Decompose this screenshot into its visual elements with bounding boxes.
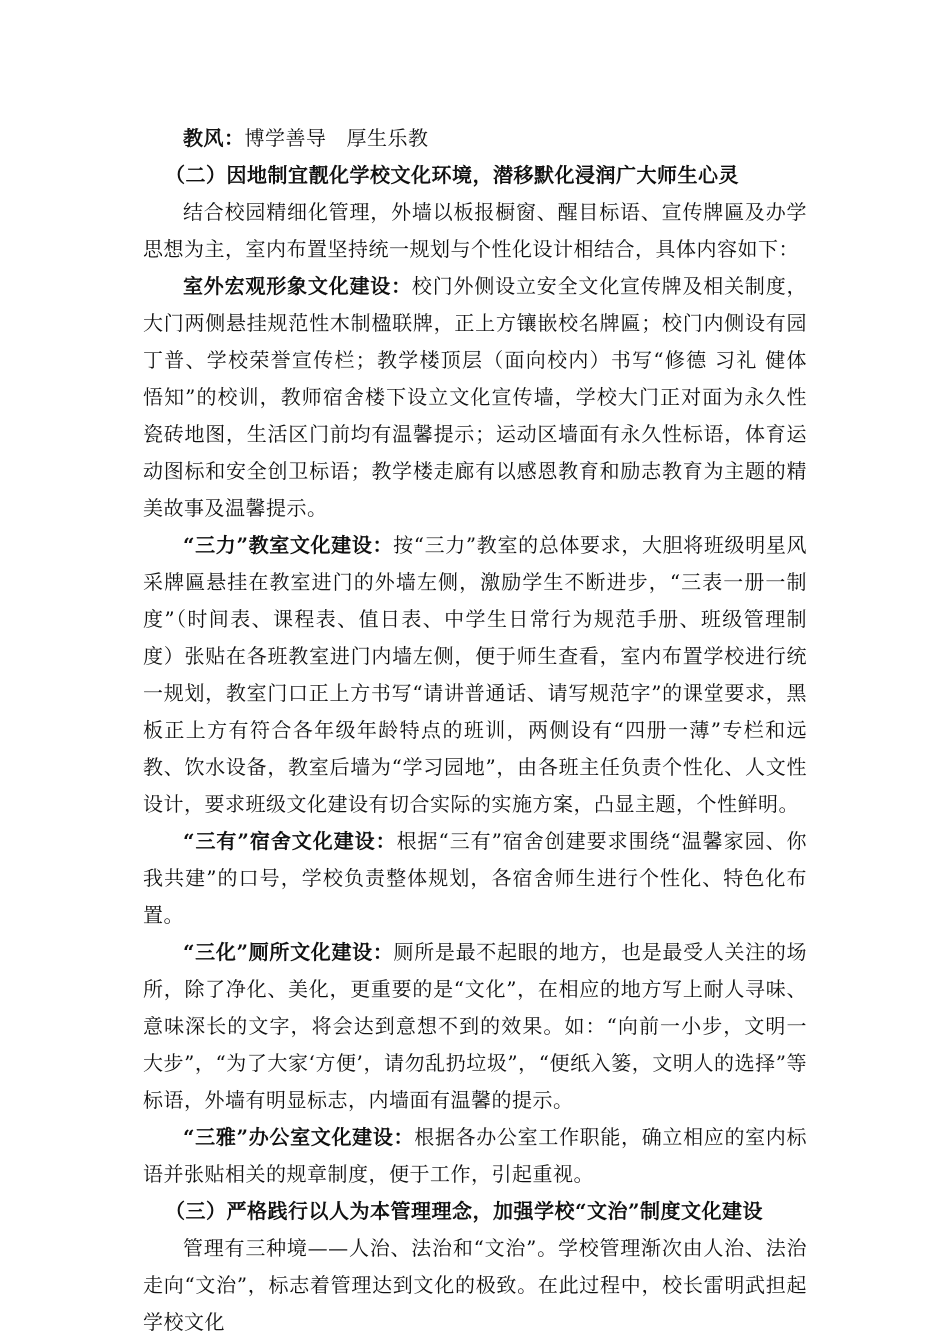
- office-culture-text: 根据各办公室工作职能，确立相应的室内标语并张贴相关的规章制度，便于工作，引起重视。: [143, 1125, 807, 1186]
- outdoor-culture-text: 校门外侧设立安全文化宣传牌及相关制度，大门两侧悬挂规范性木制楹联牌，正上方镶嵌校名牌匾；校门内侧设有园丁普、学校荣誉宣传栏；教学楼顶层（面向校内）书写“修德 习礼 健体 悟知”的校训，教师宿舍楼下设立文化宣传墙，学校大门正对面为永久性瓷砖地图，生活区门前均有温馨提示；运动区墙面有永久性标语，体育运动图标和安全创卫标语；教学楼走廊有以感恩教育和励志教育为主题的精美故事及温馨提示。: [143, 274, 808, 520]
- classroom-culture-text: 按“三力”教室的总体要求，大胆将班级明星风采牌匾悬挂在教室进门的外墙左侧，激励学生不断进步，“三表一册一制度”（时间表、课程表、值日表、中学生日常行为规范手册、班级管理制度）张贴在各班教室进门内墙左侧，便于师生查看，室内布置学校进行统一规划，教室门口正上方书写“请讲普通话、请写规范字”的课堂要求，黑板正上方有符合各年级年龄特点的班训，两侧设有“四册一薄”专栏和远教、饮水设备，教室后墙为“学习园地”，由各班主任负责个性化、人文性设计，要求班级文化建设有切合实际的实施方案，凸显主题，个性鲜明。: [143, 533, 807, 816]
- toilet-culture-text: 厕所是最不起眼的地方，也是最受人关注的场所，除了净化、美化，更重要的是“文化”，在相应的地方写上耐人寻味、意味深长的文字，将会达到意想不到的效果。如：“向前一小步，文明一大步”，“为了大家‘方便’，请勿乱扔垃圾”，“便纸入篓，文明人的选择”等标语，外墙有明显标志，内墙面有温馨的提示。: [143, 940, 808, 1112]
- dorm-culture-paragraph: [143, 823, 807, 934]
- outdoor-culture-lead: 室外宏观形象文化建设：: [183, 274, 412, 298]
- motto-label: 教风：: [183, 126, 245, 150]
- classroom-culture-lead: “三力”教室文化建设：: [183, 533, 394, 557]
- outdoor-culture-paragraph: [143, 268, 807, 527]
- section-3-heading: （三）严格践行以人为本管理理念，加强学校“文治”制度文化建设: [165, 1199, 764, 1223]
- section-2-intro: 结合校园精细化管理，外墙以板报橱窗、醒目标语、宣传牌匾及办学思想为主，室内布置坚持统一规划与个性化设计相结合，具体内容如下：: [143, 200, 807, 261]
- teaching-motto: [143, 120, 807, 157]
- section-2-heading: （二）因地制宜靓化学校文化环境，潜移默化浸润广大师生心灵: [165, 163, 739, 187]
- toilet-culture-lead: “三化”厕所文化建设：: [183, 940, 394, 964]
- section-3-intro: 管理有三种境——人治、法治和“文治”。学校管理渐次由人治、法治走向“文治”，标志着管理达到文化的极致。在此过程中，校长雷明武担起学校文化: [143, 1236, 807, 1334]
- classroom-culture-paragraph: [143, 527, 807, 823]
- motto-part-1: 博学善导: [244, 126, 327, 150]
- office-culture-paragraph: [143, 1119, 807, 1193]
- document-body: [143, 120, 807, 1341]
- dorm-culture-text: 根据“三有”宿舍创建要求围绕“温馨家园、你我共建”的口号，学校负责整体规划，各宿舍师生进行个性化、特色化布置。: [143, 829, 807, 927]
- toilet-culture-paragraph: [143, 934, 807, 1119]
- motto-part-2: 厚生乐教: [346, 126, 429, 150]
- dorm-culture-lead: “三有”宿舍文化建设：: [183, 829, 397, 853]
- office-culture-lead: “三雅”办公室文化建设：: [183, 1125, 415, 1149]
